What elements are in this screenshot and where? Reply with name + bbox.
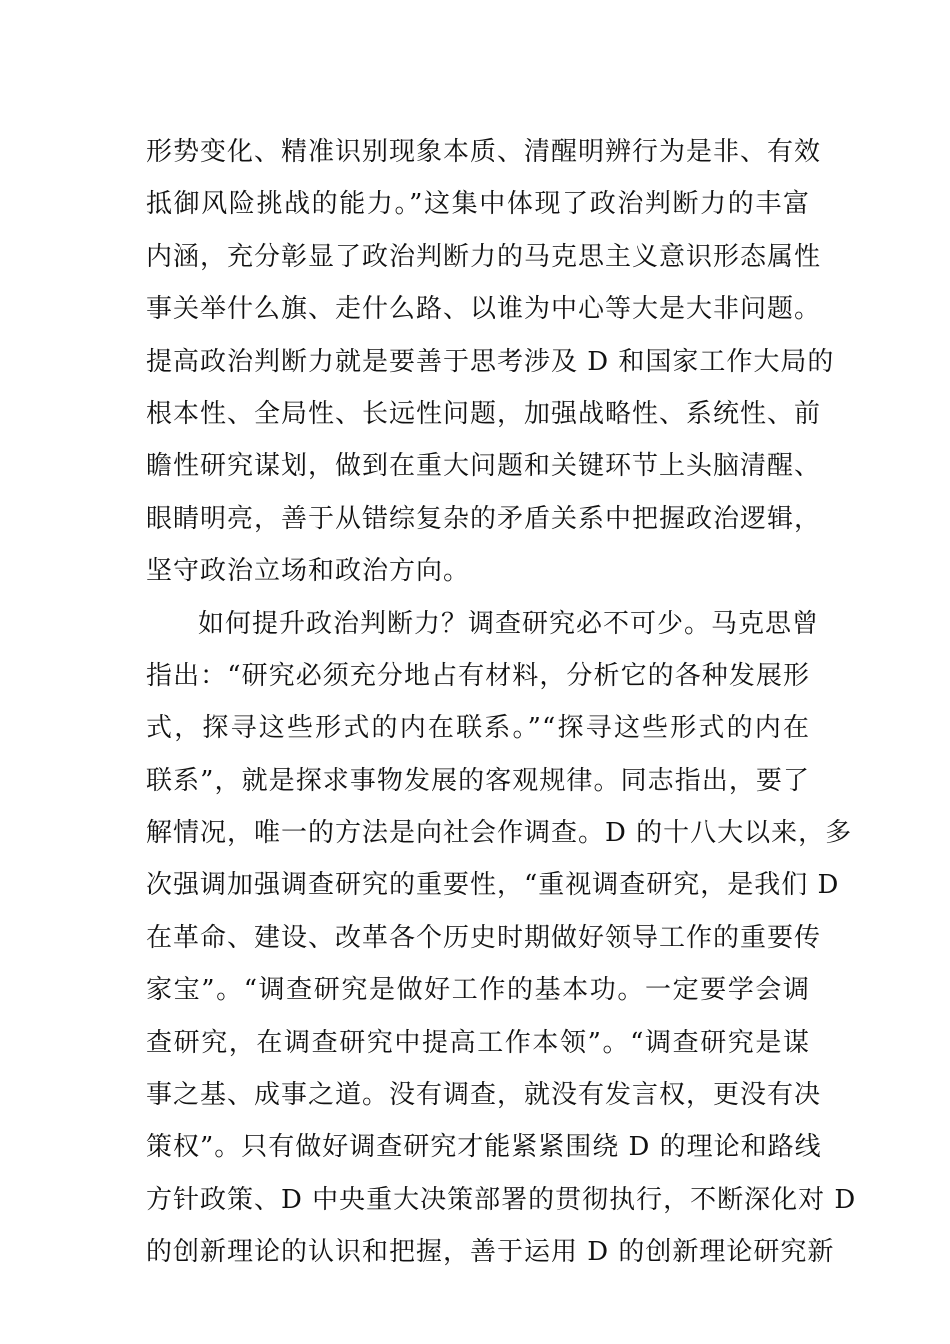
text-line: 形势变化、精准识别现象本质、清醒明辨行为是非、有效 bbox=[146, 137, 822, 167]
paragraph-end-line: 坚守政治立场和政治方向。 bbox=[146, 556, 471, 587]
text-line: 查研究，在调查研究中提高工作本领”。“调查研究是谋 bbox=[146, 1027, 810, 1058]
body-text bbox=[146, 126, 857, 1279]
text-line: 在革命、建设、改革各个历史时期做好领导工作的重要传 bbox=[146, 922, 822, 953]
text-line: 家宝”。“调查研究是做好工作的基本功。一定要学会调 bbox=[146, 975, 810, 1006]
text-line: 解情况，唯一的方法是向社会作调查。D 的十八大以来，多 bbox=[146, 818, 853, 849]
text-line: 事之基、成事之道。没有调查，就没有发言权，更没有决 bbox=[146, 1080, 822, 1111]
text-line: 方针政策、D 中央重大决策部署的贯彻执行，不断深化对 D bbox=[146, 1184, 857, 1215]
text-line: 次强调加强调查研究的重要性，“重视调查研究，是我们 D bbox=[146, 870, 840, 901]
paragraph-start-line: 如何提升政治判断力？调查研究必不可少。马克思曾 bbox=[198, 608, 820, 639]
text-line: 提高政治判断力就是要善于思考涉及 D 和国家工作大局的 bbox=[146, 346, 835, 377]
text-line: 根本性、全局性、长远性问题，加强战略性、系统性、前 bbox=[146, 398, 822, 429]
text-line: 的创新理论的认识和把握，善于运用 D 的创新理论研究新 bbox=[146, 1237, 835, 1268]
text-line: 内涵，充分彰显了政治判断力的马克思主义意识形态属性 bbox=[146, 241, 822, 272]
text-line: 眼睛明亮，善于从错综复杂的矛盾关系中把握政治逻辑， bbox=[146, 503, 822, 534]
text-line: 联系”，就是探求事物发展的客观规律。同志指出，要了 bbox=[146, 765, 810, 796]
text-line: 式，探寻这些形式的内在联系。”“探寻这些形式的内在 bbox=[146, 713, 810, 744]
text-line: 事关举什么旗、走什么路、以谁为中心等大是大非问题。 bbox=[146, 294, 822, 325]
text-line: 策权”。只有做好调查研究才能紧紧围绕 D 的理论和路线 bbox=[146, 1132, 822, 1163]
text-line: 瞻性研究谋划，做到在重大问题和关键环节上头脑清醒、 bbox=[146, 451, 822, 482]
text-line: 抵御风险挑战的能力。”这集中体现了政治判断力的丰富 bbox=[146, 189, 810, 220]
text-line: 指出：“研究必须充分地占有材料，分析它的各种发展形 bbox=[146, 660, 810, 691]
